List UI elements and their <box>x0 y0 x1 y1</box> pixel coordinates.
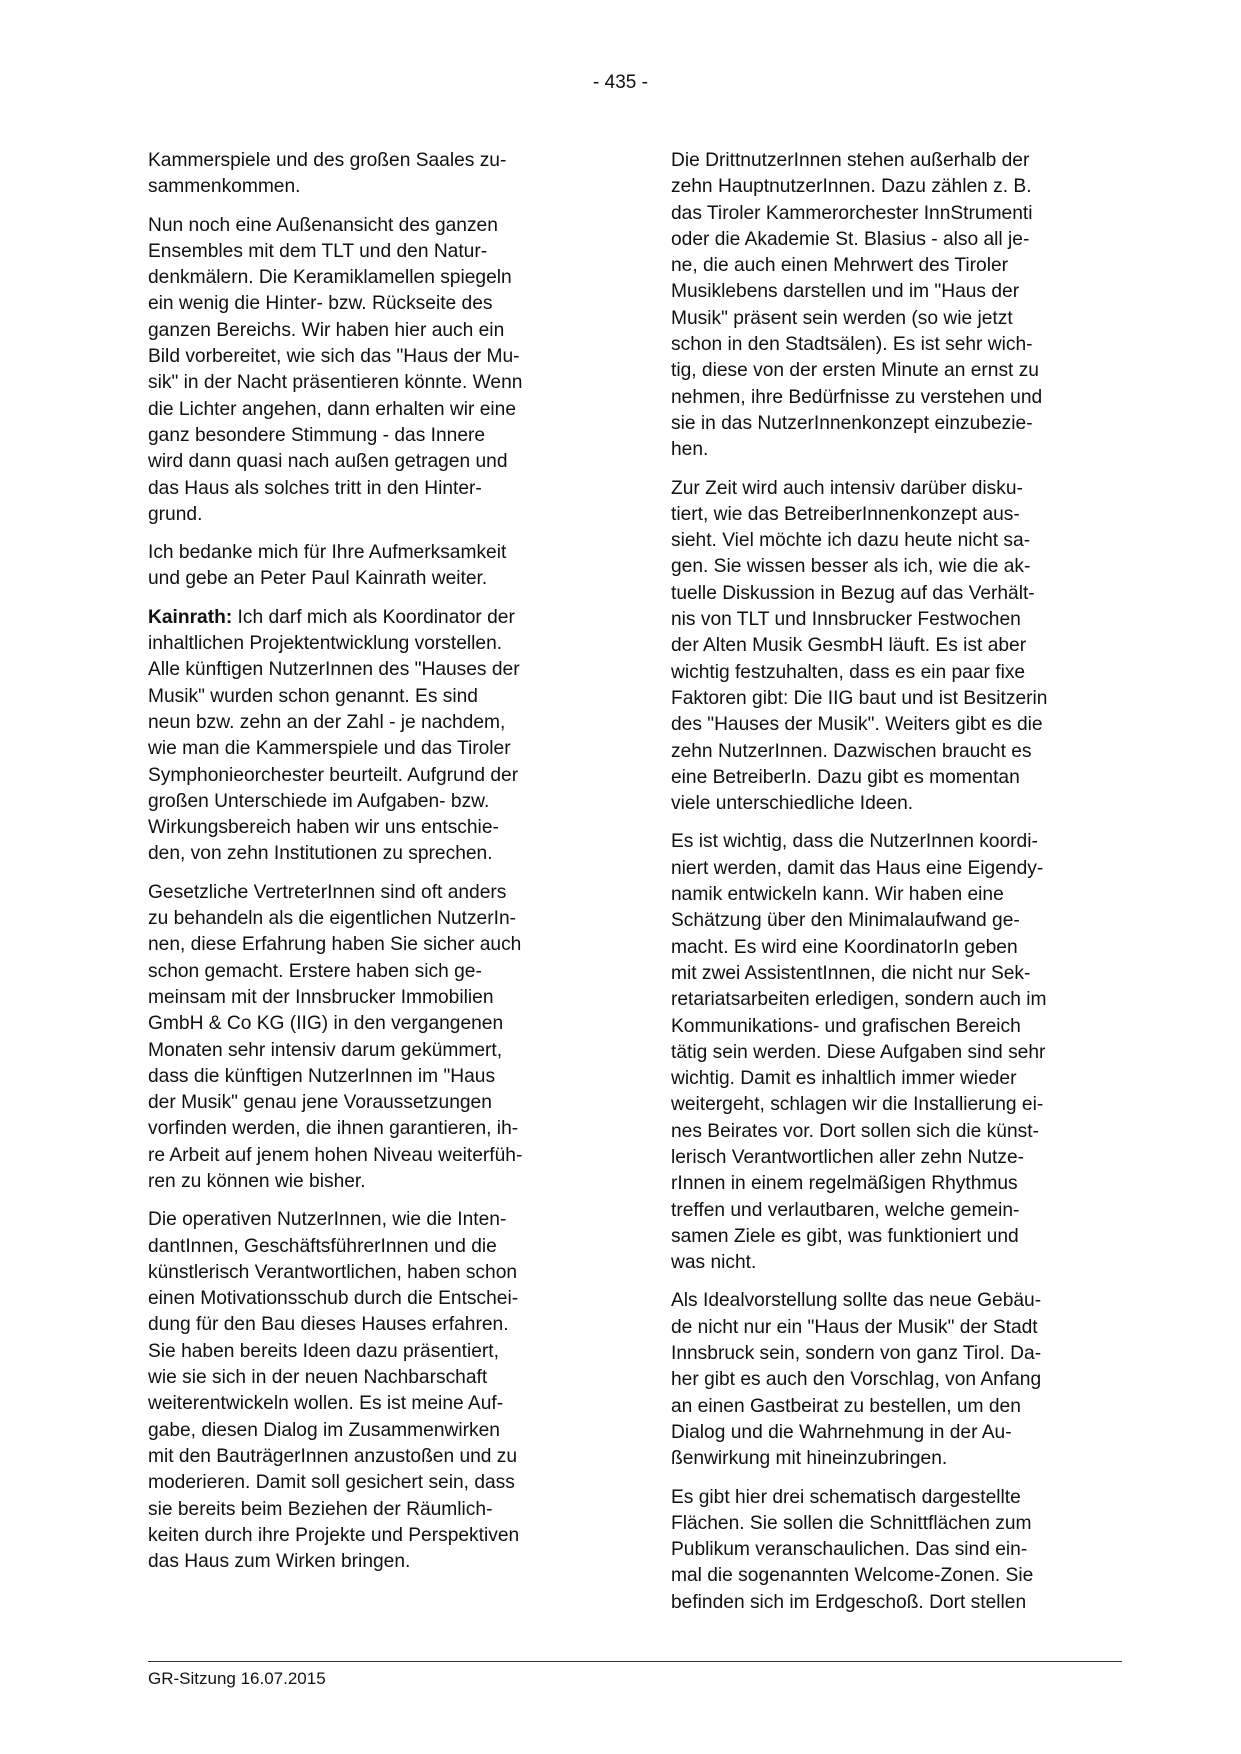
page-number: - 435 - <box>593 72 648 93</box>
paragraph: Es gibt hier drei schematisch dargestellte Flächen. Sie sollen die Schnittflächen zum Publikum veranschaulichen. Das sind ein- mal die sogenannten Welcome-Zonen. Sie befinden sich im Erdgeschoß. Dort stellen <box>671 1486 1034 1613</box>
paragraph: Die DrittnutzerInnen stehen außerhalb der zehn HauptnutzerInnen. Dazu zählen z. B. das Tiroler Kammerorchester InnStrumenti oder die Akademie St. Blasius - also all je- ne, die auch einen Mehrwert des Tiroler Musiklebens darstellen und im "Haus der Musik" präsent sein werden (so wie jetzt schon in den Stadtsälen). Es ist sehr wich- tig, diese von der ersten Minute an ernst zu nehmen, ihre Bedürfnisse zu verstehen und sie in das NutzerInnenkonzept einzubezie- hen. <box>671 150 1043 461</box>
paragraph: Die operativen NutzerInnen, wie die Inten- dantInnen, GeschäftsführerInnen und die künstlerisch Verantwortlichen, haben schon einen Motivationsschub durch die Entschei- dung für den Bau dieses Hauses erfahren. Sie haben bereits Ideen dazu präsentiert, wie sie sich in der neuen Nachbarschaft weiterentwickeln wollen. Es ist meine Auf- gabe, diesen Dialog im Zusammenwirken mit den BauträgerInnen anzustoßen und zu moderieren. Damit soll gesichert sein, dass sie bereits beim Beziehen der Räumlich- keiten durch ihre Projekte und Perspektiven das Haus zum Wirken bringen. <box>148 1209 520 1573</box>
paragraph: Kammerspiele und des großen Saales zu- sammenkommen. <box>148 150 507 198</box>
paragraph: Gesetzliche VertreterInnen sind oft anders zu behandeln als die eigentlichen NutzerIn- nen, diese Erfahrung haben Sie sicher auch schon gemacht. Erstere haben sich ge- meinsam mit der Innsbrucker Immobilien GmbH & Co KG (IIG) in den vergangenen Monaten sehr intensiv darum gekümmert, dass die künftigen NutzerInnen im "Haus der Musik" genau jene Voraussetzungen vorfinden werden, die ihnen garantieren, ih- re Arbeit auf jenem hohen Niveau weiterfüh- ren zu können wie bisher. <box>148 881 523 1192</box>
paragraph: Als Idealvorstellung sollte das neue Gebäu- de nicht nur ein "Haus der Musik" der Stadt Innsbruck sein, sondern von ganz Tirol. Da- her gibt es auch den Vorschlag, von Anfang an einen Gastbeirat zu bestellen, um den Dialog und die Wahrnehmung in der Au- ßenwirkung mit hineinzubringen. <box>671 1290 1042 1470</box>
left-column <box>148 148 596 1587</box>
speaker-name: Kainrath: <box>148 606 233 628</box>
paragraph: Nun noch eine Außenansicht des ganzen Ensembles mit dem TLT und den Natur- denkmälern. Die Keramiklamellen spiegeln ein wenig die Hinter- bzw. Rückseite des ganzen Bereichs. Wir haben hier auch ein Bild vorbereitet, wie sich das "Haus der Mu- sik" in der Nacht präsentieren könnte. Wenn die Lichter angehen, dann erhalten wir eine ganz besondere Stimmung - das Innere wird dann quasi nach außen getragen und das Haus als solches tritt in den Hinter- grund. <box>148 214 523 525</box>
paragraph <box>148 605 596 868</box>
paragraph: Ich bedanke mich für Ihre Aufmerksamkeit und gebe an Peter Paul Kainrath weiter. <box>148 542 507 590</box>
speech-text: Ich darf mich als Koordinator der inhaltlichen Projektentwicklung vorstellen. Alle künftigen NutzerInnen des "Hauses der Musik" wurden schon genannt. Es sind neun bzw. zehn an der Zahl - je nachdem, wie man die Kammerspiele und das Tiroler Symphonieorchester beurteilt. Aufgrund der großen Unterschiede im Aufgaben- bzw. Wirkungsbereich haben wir uns entschie- den, von zehn Institutionen zu sprechen. <box>148 606 520 865</box>
paragraph: Zur Zeit wird auch intensiv darüber disku- tiert, wie das BetreiberInnenkonzept aus- sieht. Viel möchte ich dazu heute nicht sa- gen. Sie wissen besser als ich, wie die ak- tuelle Diskussion in Bezug auf das Verhält- nis von TLT und Innsbrucker Festwochen der Alten Musik GesmbH läuft. Es ist aber wichtig festzuhalten, dass es ein paar fixe Faktoren gibt: Die IIG baut und ist Besitzerin des "Hauses der Musik". Weiters gibt es die zehn NutzerInnen. Dazwischen braucht es eine BetreiberIn. Dazu gibt es momentan viele unterschiedliche Ideen. <box>671 477 1048 815</box>
footer-session-date: GR-Sitzung 16.07.2015 <box>148 1669 326 1688</box>
right-column <box>671 148 1119 1628</box>
paragraph: Es ist wichtig, dass die NutzerInnen koordi- niert werden, damit das Haus eine Eigendy- namik entwickeln kann. Wir haben eine Schätzung über den Minimalaufwand ge- macht. Es wird eine KoordinatorIn geben mit zwei AssistentInnen, die nicht nur Sek- retariatsarbeiten erledigen, sondern auch im Kommunikations- und grafischen Bereich tätig sein werden. Diese Aufgaben sind sehr wichtig. Damit es inhaltlich immer wieder weitergeht, schlagen wir die Installierung ei- nes Beirates vor. Dort sollen sich die künst- lerisch Verantwortlichen aller zehn Nutze- rInnen in einem regelmäßigen Rhythmus treffen und verlautbaren, welche gemein- samen Ziele es gibt, was funktioniert und was nicht. <box>671 831 1047 1274</box>
footer-divider <box>148 1661 1122 1662</box>
